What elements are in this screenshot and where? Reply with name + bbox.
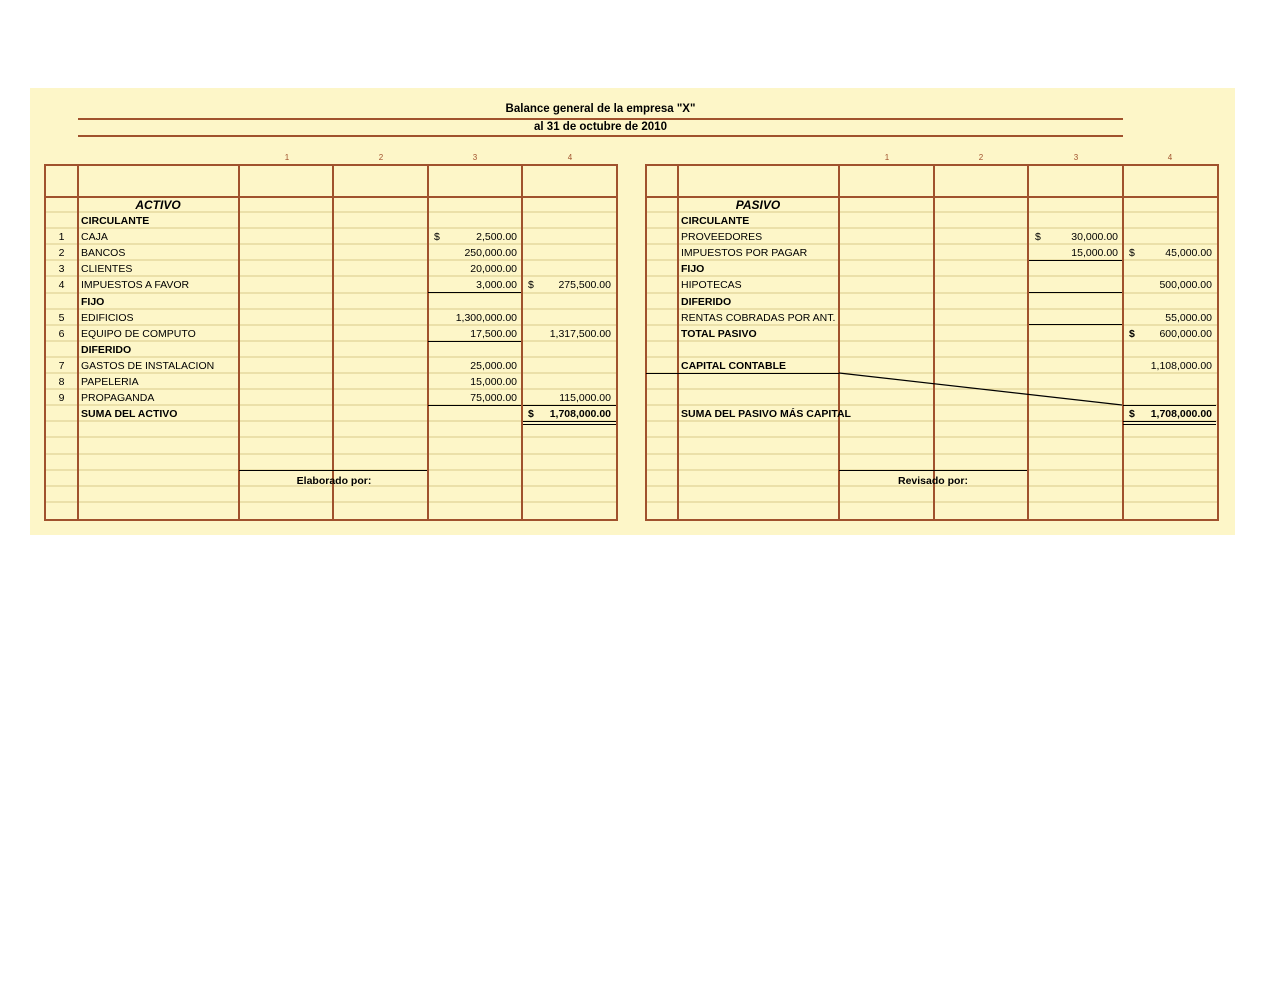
activo-col4-amount: 275,500.00 [558,279,611,291]
activo-circulante-subtotal-rule [428,292,521,293]
pasivo-col3-amount: 15,000.00 [1071,247,1118,259]
pasivo-col4-amount: 500,000.00 [1159,279,1212,291]
activo-col4-amount: 1,317,500.00 [549,328,611,340]
pasivo-row [0,245,1280,261]
pasivo-total-top-rule [1123,405,1216,406]
activo-col3-amount: 17,500.00 [470,328,517,340]
pasivo-col4-amount: 55,000.00 [1165,312,1212,324]
pasivo-row [0,326,1280,342]
activo-col3-amount: 2,500.00 [476,231,517,243]
activo-col3-amount: 3,000.00 [476,279,517,291]
activo-row-number: 1 [58,231,65,243]
pasivo-account-label: FIJO [681,263,705,275]
elaborado-por-label: Elaborado por: [296,475,372,487]
right-col-number-2: 2 [978,153,984,162]
left-col-number-1: 1 [284,153,290,162]
revisado-signature-line [839,470,1027,471]
pasivo-col4-amount: 45,000.00 [1165,247,1212,259]
elaborado-signature-line [239,470,427,471]
pasivo-fijo-rule [1029,292,1122,293]
activo-account-label: EQUIPO DE COMPUTO [81,328,196,340]
left-col-number-2: 2 [378,153,384,162]
report-date: al 31 de octubre de 2010 [534,121,667,133]
pasivo-row [0,358,1280,374]
activo-diferido-subtotal-rule [428,405,521,406]
activo-account-label: IMPUESTOS A FAVOR [81,279,190,291]
pasivo-account-label: DIFERIDO [681,296,732,308]
activo-col4-currency: $ [528,279,534,291]
revisado-por-label: Revisado por: [897,475,968,487]
pasivo-row [0,390,1280,406]
activo-account-label: FIJO [81,296,105,308]
pasivo-col4-currency: $ [1129,247,1135,259]
pasivo-col4-amount: 1,108,000.00 [1150,360,1212,372]
activo-row-number: 8 [58,376,65,388]
activo-col3-amount: 15,000.00 [470,376,517,388]
activo-row-number: 6 [58,328,65,340]
activo-row-number: 9 [58,392,65,404]
right-col-number-1: 1 [884,153,890,162]
activo-account-label: CLIENTES [81,263,133,275]
pasivo-row [0,294,1280,310]
activo-account-label: GASTOS DE INSTALACION [81,360,215,372]
activo-col4-currency: $ [528,408,534,420]
pasivo-account-label: HIPOTECAS [681,279,742,291]
activo-heading: ACTIVO [135,198,181,212]
activo-account-label: EDIFICIOS [81,312,134,324]
activo-account-label: CAJA [81,231,108,243]
pasivo-col4-amount: 1,708,000.00 [1150,408,1212,420]
pasivo-account-label: PROVEEDORES [681,231,763,243]
activo-account-label: DIFERIDO [81,344,132,356]
activo-account-label: PAPELERIA [81,376,139,388]
pasivo-account-label: SUMA DEL PASIVO MÁS CAPITAL [681,408,851,420]
activo-row-number: 7 [58,360,65,372]
pasivo-col3-currency: $ [1035,231,1041,243]
pasivo-col4-currency: $ [1129,328,1135,340]
pasivo-account-label: RENTAS COBRADAS POR ANT. [681,312,836,324]
activo-fijo-subtotal-rule [428,341,521,342]
activo-account-label: PROPAGANDA [81,392,155,404]
activo-col4-amount: 1,708,000.00 [549,408,611,420]
right-col-number-3: 3 [1073,153,1079,162]
left-col-number-4: 4 [567,153,573,162]
activo-col3-amount: 250,000.00 [464,247,517,259]
pasivo-heading: PASIVO [735,198,781,212]
pasivo-col4-amount: 600,000.00 [1159,328,1212,340]
report-title: Balance general de la empresa "X" [505,103,696,115]
activo-col4-amount: 115,000.00 [559,392,611,404]
activo-account-label: BANCOS [81,247,126,259]
capital-underline [646,373,839,374]
activo-col3-currency: $ [434,231,440,243]
pasivo-row [0,229,1280,245]
pasivo-row [0,277,1280,293]
activo-row-number: 5 [58,312,65,324]
pasivo-account-label: CIRCULANTE [681,215,750,227]
activo-col3-amount: 1,300,000.00 [455,312,517,324]
pasivo-row [0,213,1280,229]
pasivo-row [0,261,1280,277]
pasivo-account-label: CAPITAL CONTABLE [681,360,786,372]
activo-col3-amount: 25,000.00 [470,360,517,372]
pasivo-row [0,374,1280,390]
pasivo-row [0,406,1280,422]
pasivo-diferido-rule [1029,324,1122,325]
activo-account-label: SUMA DEL ACTIVO [81,408,178,420]
activo-account-label: CIRCULANTE [81,215,150,227]
pasivo-circulante-subtotal-rule [1029,260,1122,261]
activo-row-number: 4 [58,279,65,291]
activo-total-top-rule [523,405,616,406]
right-col-number-4: 4 [1167,153,1173,162]
activo-col3-amount: 75,000.00 [470,392,517,404]
activo-row-number: 2 [58,247,65,259]
pasivo-col4-currency: $ [1129,408,1135,420]
pasivo-row [0,342,1280,358]
pasivo-account-label: IMPUESTOS POR PAGAR [681,247,808,259]
pasivo-total-double-rule [1123,421,1216,425]
pasivo-account-label: TOTAL PASIVO [681,328,757,340]
activo-row-number: 3 [58,263,65,275]
activo-total-double-rule [523,421,616,425]
activo-col3-amount: 20,000.00 [470,263,517,275]
left-col-number-3: 3 [472,153,478,162]
pasivo-col3-amount: 30,000.00 [1071,231,1118,243]
